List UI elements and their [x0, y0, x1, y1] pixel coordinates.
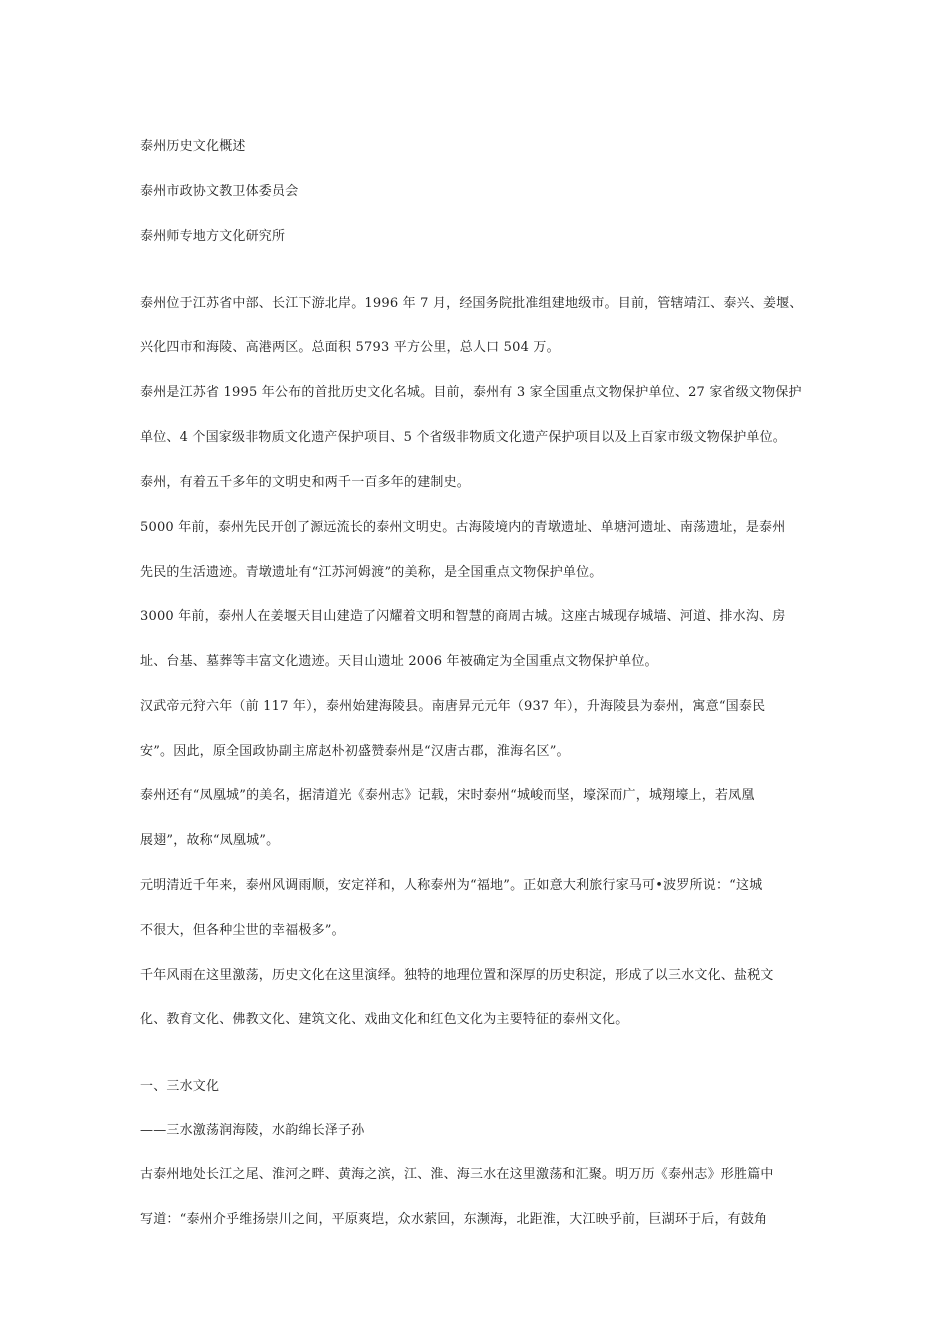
- body-line: 先民的生活遗迹。青墩遗址有“江苏河姆渡”的美称，是全国重点文物保护单位。: [140, 565, 603, 580]
- body-line: 展翅”，故称“凤凰城”。: [140, 833, 280, 848]
- body-line: 泰州还有“凤凰城”的美名，据清道光《泰州志》记载，宋时泰州“城峻而坚，壕深而广，城翔壕上，若凤凰: [140, 788, 755, 803]
- body-line: 安”。因此，原全国政协副主席赵朴初盛赞泰州是“汉唐古郡，淮海名区”。: [140, 744, 570, 759]
- author-org-2: 泰州师专地方文化研究所: [140, 229, 286, 244]
- body-line: 3000 年前，泰州人在姜堰天目山建造了闪耀着文明和智慧的商周古城。这座古城现存城墙、河道、排水沟、房: [140, 609, 786, 624]
- body-line: 泰州是江苏省 1995 年公布的首批历史文化名城。目前，泰州有 3 家全国重点文物保护单位、27 家省级文物保护: [140, 385, 802, 400]
- author-org-1: 泰州市政协文教卫体委员会: [140, 184, 299, 199]
- body-line: 写道：“泰州介乎维扬崇川之间，平原爽垲，众水萦回，东濒海，北距淮，大江映乎前，巨湖环于后，有鼓角: [140, 1212, 768, 1227]
- body-line: 汉武帝元狩六年（前 117 年），泰州始建海陵县。南唐昇元元年（937 年），升海陵县为泰州，寓意“国泰民: [140, 699, 766, 714]
- body-line: 千年风雨在这里激荡，历史文化在这里演绎。独特的地理位置和深厚的历史积淀，形成了以三水文化、盐税文: [140, 968, 774, 983]
- body-line: 5000 年前，泰州先民开创了源远流长的泰州文明史。古海陵境内的青墩遗址、单塘河遗址、南荡遗址，是泰州: [140, 520, 786, 535]
- section-subheading: ——三水激荡润海陵，水韵绵长泽子孙: [140, 1123, 365, 1138]
- body-line: 元明清近千年来，泰州风调雨顺，安定祥和，人称泰州为“福地”。正如意大利旅行家马可•波罗所说：“这城: [140, 878, 763, 893]
- section-heading: 一、三水文化: [140, 1079, 220, 1094]
- body-line: 泰州，有着五千多年的文明史和两千一百多年的建制史。: [140, 475, 471, 490]
- body-line: 址、台基、墓葬等丰富文化遗迹。天目山遗址 2006 年被确定为全国重点文物保护单位。: [140, 654, 658, 669]
- body-line: 兴化四市和海陵、高港两区。总面积 5793 平方公里，总人口 504 万。: [140, 340, 560, 355]
- body-line: 古泰州地处长江之尾、淮河之畔、黄海之滨，江、淮、海三水在这里激荡和汇聚。明万历《泰州志》形胜篇中: [140, 1167, 774, 1182]
- body-line: 化、教育文化、佛教文化、建筑文化、戏曲文化和红色文化为主要特征的泰州文化。: [140, 1012, 629, 1027]
- document-title: 泰州历史文化概述: [140, 139, 246, 154]
- body-line: 单位、4 个国家级非物质文化遗产保护项目、5 个省级非物质文化遗产保护项目以及上百家市级文物保护单位。: [140, 430, 787, 445]
- body-line: 泰州位于江苏省中部、长江下游北岸。1996 年 7 月，经国务院批准组建地级市。目前，管辖靖江、泰兴、姜堰、: [140, 296, 803, 311]
- body-line: 不很大，但各种尘世的幸福极多”。: [140, 923, 345, 938]
